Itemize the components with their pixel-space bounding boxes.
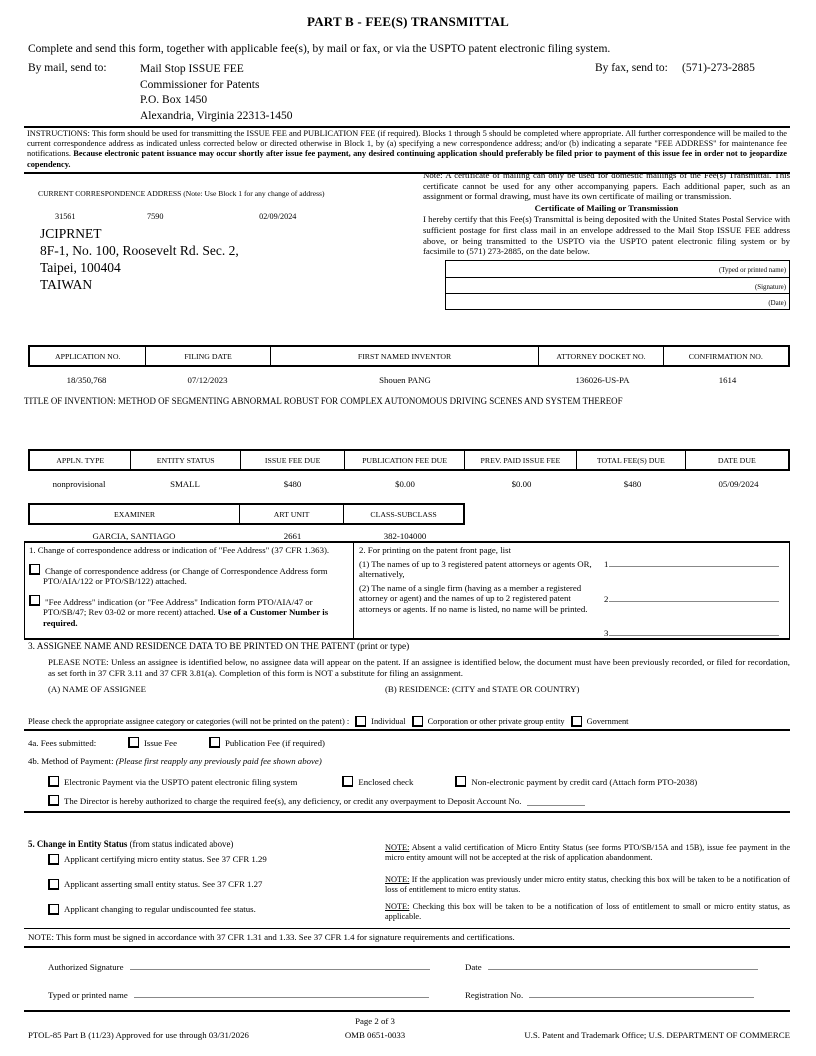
block5-heading [28, 839, 233, 849]
certificate-body: I hereby certify that this Fee(s) Transmittal is being deposited with the United States Postal Service with sufficient postage for first class mail in an envelope addressed to the Mail Stop ISSUE FEE address above, or being transmitted to the USPTO via the USPTO patent electronic filing system or by facsimile to (571) 273-2885, on the date below. [423, 214, 790, 257]
assignee-category-row [28, 716, 790, 727]
mail-address-line: P.O. Box 1450 [140, 94, 208, 106]
checkbox-issue-fee[interactable] [128, 737, 139, 748]
block2-text [359, 545, 604, 638]
application-table-header [28, 345, 790, 367]
block5-option-regular [48, 904, 348, 915]
date-row [465, 960, 758, 972]
footer-form-id: PTOL-85 Part B (11/23) Approved for use through 03/31/2026 [28, 1030, 249, 1040]
confirmation-number: 1614 [718, 375, 737, 385]
fee-table-header [28, 449, 790, 471]
line-number: 1 [604, 559, 609, 569]
block1-option-fee-address [29, 595, 347, 629]
col-header: DATE DUE [717, 456, 756, 465]
checkbox-individual-label: Individual [371, 717, 406, 726]
date-due: 05/09/2024 [718, 479, 759, 489]
block5-note-1 [385, 843, 790, 864]
block1-option-fee-address-label: "Fee Address" indication (or "Fee Address" Indication form PTO/AIA/47 or PTO/SB/47; Rev 03-02 or more recent) attached. [43, 596, 313, 617]
checkbox-small-entity-label: Applicant asserting small entity status. See 37 CFR 1.27 [64, 879, 263, 889]
date-field[interactable] [488, 960, 758, 970]
class-subclass: 382-104000 [383, 531, 427, 541]
entity-status: SMALL [170, 479, 200, 489]
page-indicator: Page 2 of 3 [355, 1016, 395, 1026]
checkbox-corporation[interactable] [412, 716, 423, 727]
total-fees-due: $480 [623, 479, 642, 489]
attorney-docket-number: 136026-US-PA [575, 375, 630, 385]
block4b-method-row [28, 756, 768, 766]
instructions-paragraph [24, 126, 790, 174]
attorney-name-2-field[interactable] [609, 592, 779, 602]
certificate-signature-boxes [445, 260, 790, 310]
assignee-category-government [571, 716, 629, 727]
correspondence-address-line: JCIPRNET [40, 226, 102, 241]
block3-heading: 3. ASSIGNEE NAME AND RESIDENCE DATA TO BE PRINTED ON THE PATENT (print or type) [28, 642, 410, 652]
block1-option-address-change-label: Change of correspondence address (or Change of Correspondence Address form PTO/AIA/122 or PTO/SB/122) attached. [43, 565, 328, 586]
registration-number-label: Registration No. [465, 990, 524, 1000]
checkbox-issue-fee-label: Issue Fee [144, 737, 177, 748]
correspondence-address-header: CURRENT CORRESPONDENCE ADDRESS (Note: Use Block 1 for any change of address) [38, 189, 325, 198]
authorized-signature-label: Authorized Signature [48, 962, 124, 972]
col-header: FIRST NAMED INVENTOR [271, 347, 540, 365]
mail-date: 02/09/2024 [259, 212, 297, 221]
form-title: PART B - FEE(S) TRANSMITTAL [307, 14, 509, 29]
block1-heading: 1. Change of correspondence address or indication of "Fee Address" (37 CFR 1.363). [29, 545, 330, 555]
block2-name-line-3 [604, 626, 786, 639]
block4a-fees-submitted-row [28, 737, 728, 748]
note-text: Checking this box will be taken to be a notification of loss of entitlement to small or micro entity status, as applicable. [385, 902, 790, 922]
typed-name-field[interactable] [134, 988, 429, 998]
checkbox-micro-entity[interactable] [48, 854, 59, 865]
note-label: NOTE: [385, 875, 410, 884]
application-table [28, 345, 790, 385]
block1-correspondence-change [25, 543, 354, 638]
examiner-table-values [28, 525, 465, 541]
block5-note-3 [385, 902, 790, 923]
registration-number-field[interactable] [529, 988, 754, 998]
block5-heading-bold: 5. Change in Entity Status [28, 839, 130, 849]
assignee-category-label: Please check the appropriate assignee category or categories (will not be printed on the patent) : [28, 717, 350, 726]
first-named-inventor: Shouen PANG [379, 375, 431, 385]
col-header: PREV. PAID ISSUE FEE [465, 451, 577, 469]
divider-rule [24, 811, 790, 813]
checkbox-publication-fee-label: Publication Fee (if required) [224, 737, 325, 748]
examiner-table-header [28, 503, 465, 525]
block5-option-small [48, 879, 348, 890]
typed-name-label: Typed or printed name [48, 990, 128, 1000]
mail-address-line: Alexandria, Virginia 22313-1450 [140, 109, 293, 122]
mail-address-block [140, 62, 293, 124]
checkbox-change-of-address[interactable] [29, 564, 40, 575]
payment-option-credit-card [455, 776, 697, 787]
certificate-column [423, 170, 790, 310]
col-header: CLASS-SUBCLASS [370, 510, 437, 519]
mail-address-line: Mail Stop ISSUE FEE [140, 63, 244, 75]
block4b-italic-note: (Please first reapply any previously paid fee shown above) [115, 756, 322, 766]
signature-requirement-note: NOTE: This form must be signed in accordance with 37 CFR 1.31 and 1.33. See 37 CFR 1.4 for signature requirements and certifications. [28, 932, 515, 942]
assignee-category-individual [355, 716, 405, 727]
certificate-date-field[interactable]: (Date) [446, 293, 789, 309]
fee-table-values [28, 471, 790, 489]
application-type: nonprovisional [52, 479, 106, 489]
note-label: NOTE: [385, 843, 410, 852]
checkbox-fee-address[interactable] [29, 595, 40, 606]
block2-front-page-printing [354, 543, 790, 638]
authorized-signature-field[interactable] [130, 960, 430, 970]
col-header: EXAMINER [30, 505, 240, 523]
examiner-name: GARCIA, SANTIAGO [92, 531, 176, 541]
application-table-values [28, 367, 790, 385]
mail-room-code: 7590 [147, 212, 164, 221]
line-number: 2 [604, 593, 609, 604]
filing-date: 07/12/2023 [187, 375, 228, 385]
divider-rule [24, 729, 790, 731]
publication-fee-due: $0.00 [395, 479, 415, 489]
col-header: ATTORNEY DOCKET NO. [539, 347, 663, 365]
checkbox-government[interactable] [571, 716, 582, 727]
block2-heading: 2. For printing on the patent front page, list [359, 545, 511, 555]
footer-omb-number: OMB 0651-0033 [344, 1030, 406, 1040]
checkbox-enclosed-check[interactable] [342, 776, 353, 787]
note-text: Absent a valid certification of Micro Entity Status (see forms PTO/SB/15A and 15B), issue fee payment in the micro entity amount will not be accepted at the risk of application abandonment. [385, 843, 790, 863]
divider-rule [24, 928, 790, 929]
block5-heading-normal: (from status indicated above) [129, 839, 234, 849]
block2-name-lines [604, 545, 786, 638]
col-header: FILING DATE [146, 347, 270, 365]
certificate-note: Note: A certificate of mailing can only be used for domestic mailings of the Fee(s) Transmittal. This certificate cannot be used for any other accompanying papers. Each additional paper, such as an assignment or formal drawing, must have its own certificate of mailing or transmission. [423, 170, 790, 202]
footer-agency: U.S. Patent and Trademark Office; U.S. DEPARTMENT OF COMMERCE [524, 1030, 790, 1040]
instructions-bold-text: Because electronic patent issuance may occur shortly after issue fee payment, any desired continuing application should preferably be filed prior to payment of this issue fee in order not to jeopardize copendency. [27, 149, 787, 169]
fee-option-publication [209, 737, 325, 748]
form-intro: Complete and send this form, together with applicable fee(s), by mail or fax, or via the USPTO patent electronic filing system. [28, 43, 611, 55]
block4b-label: 4b. Method of Payment: [28, 756, 116, 766]
certificate-typed-name-field[interactable]: (Typed or printed name) [718, 266, 786, 274]
checkbox-regular-status-label: Applicant changing to regular undiscounted fee status. [64, 904, 256, 914]
payment-options-row [48, 776, 790, 787]
registration-number-row [465, 988, 754, 1000]
checkbox-small-entity[interactable] [48, 879, 59, 890]
attorney-name-3-field[interactable] [609, 626, 779, 636]
col-header: PUBLICATION FEE DUE [345, 451, 464, 469]
fax-send-label: By fax, send to: [595, 62, 668, 74]
checkbox-regular-status[interactable] [48, 904, 59, 915]
checkbox-credit-card[interactable] [455, 776, 466, 787]
prev-paid-issue-fee: $0.00 [511, 479, 532, 489]
block2-item1: (1) The names of up to 3 registered patent attorneys or agents OR, alternatively, [359, 558, 592, 579]
checkbox-corporation-label: Corporation or other private group entity [427, 717, 565, 726]
col-header: ISSUE FEE DUE [241, 451, 345, 469]
line-number: 3 [604, 628, 609, 638]
payment-option-check [342, 776, 413, 787]
application-number: 18/350,768 [66, 375, 107, 385]
authorized-signature-row [48, 960, 430, 972]
col-header: APPLN. TYPE [30, 451, 131, 469]
assignee-name-column-label: (A) NAME OF ASSIGNEE [48, 684, 146, 694]
checkbox-electronic-payment-label: Electronic Payment via the USPTO patent electronic filing system [64, 776, 298, 787]
date-label: Date [465, 962, 482, 972]
checkbox-enclosed-check-label: Enclosed check [358, 776, 414, 787]
col-header: ENTITY STATUS [131, 451, 240, 469]
checkbox-publication-fee[interactable] [209, 737, 220, 748]
block2-item2: (2) The name of a single firm (having as a member a registered attorney or agent) and the names of up to 2 registered patent attorneys or agents. If no name is listed, no name will be printed. [359, 582, 588, 614]
assignee-residence-column-label: (B) RESIDENCE: (CITY and STATE OR COUNTRY) [385, 684, 580, 694]
correspondence-address-line: Taipei, 100404 [40, 260, 121, 275]
deposit-account-label: The Director is hereby authorized to charge the required fee(s), any deficiency, or credit any overpayment to Deposit Account No. [64, 795, 522, 806]
fee-table [28, 449, 790, 489]
col-header: ART UNIT [240, 505, 344, 523]
checkbox-electronic-payment[interactable] [48, 776, 59, 787]
checkbox-credit-card-label: Non-electronic payment by credit card (Attach form PTO-2038) [471, 776, 698, 787]
block1-option-fee-address-bold: Use of a Customer Number is required. [43, 607, 329, 628]
note-text: If the application was previously under micro entity status, checking this box will be taken to be a notification of loss of entitlement to micro entity status. [385, 875, 790, 895]
block5-note-2 [385, 875, 790, 896]
fax-number: (571)-273-2885 [682, 62, 755, 74]
checkbox-deposit-account[interactable] [48, 795, 59, 806]
certificate-heading: Certificate of Mailing or Transmission [534, 202, 679, 213]
deposit-account-number-field[interactable] [527, 796, 585, 806]
correspondence-address-block [40, 225, 239, 293]
typed-name-row [48, 988, 429, 1000]
col-header: CONFIRMATION NO. [688, 352, 763, 361]
correspondence-address-line: 8F-1, No. 100, Roosevelt Rd. Sec. 2, [40, 243, 239, 258]
mail-address-line: Commissioner for Patents [140, 78, 260, 91]
issue-fee-due: $480 [283, 479, 302, 489]
instructions-text: INSTRUCTIONS: This form should be used for transmitting the ISSUE FEE and PUBLICATION FEE (if required). Blocks 1 through 5 should be completed where appropriate. All further correspondence will be mailed to the current correspondence address as indicated unless corrected below or directed otherwise in Block 1, by (a) specifying a new correspondence address; and/or (b) indicating a separate "FEE ADDRESS" for maintenance fee notifications. [27, 129, 787, 159]
attorney-name-1-field[interactable] [609, 557, 779, 567]
block2-name-line-2 [604, 592, 786, 605]
divider-rule [24, 1010, 790, 1012]
mail-send-label: By mail, send to: [28, 62, 107, 74]
fee-option-issue [128, 737, 177, 748]
block3-please-note: PLEASE NOTE: Unless an assignee is identified below, no assignee data will appear on the patent. If an assignee is identified below, the document must have been previously recorded, or filed for recordation, as set forth in 37 CFR 3.11 and 37 CFR 3.81(a). Completion of this form is NOT a substitute for filing an assignment. [48, 657, 790, 678]
blocks-1-2-section [24, 541, 790, 640]
correspondence-address-line: TAIWAN [40, 277, 93, 292]
block2-name-line-1 [604, 557, 786, 570]
col-header: APPLICATION NO. [30, 347, 146, 365]
title-of-invention: TITLE OF INVENTION: METHOD OF SEGMENTING ABNORMAL ROBUST FOR COMPLEX AUTONOMOUS DRIVING SCENES AND SYSTEM THEREOF [24, 396, 623, 406]
checkbox-micro-entity-label: Applicant certifying micro entity status. See 37 CFR 1.29 [64, 854, 267, 864]
assignee-category-corporation [412, 716, 565, 727]
block5-option-micro [48, 854, 348, 865]
note-label: NOTE: [385, 902, 410, 911]
art-unit: 2661 [283, 531, 302, 541]
examiner-table [28, 503, 465, 541]
payment-option-electronic [48, 776, 297, 787]
block4a-label: 4a. Fees submitted: [28, 737, 97, 748]
divider-rule [24, 946, 790, 948]
checkbox-government-label: Government [586, 717, 629, 726]
correspondence-numbers-row [55, 212, 296, 221]
col-header: TOTAL FEE(S) DUE [577, 451, 685, 469]
certificate-signature-field[interactable]: (Signature) [446, 277, 789, 293]
checkbox-individual[interactable] [355, 716, 366, 727]
deposit-account-row [48, 795, 790, 806]
customer-number: 31561 [55, 212, 76, 221]
block1-option-address-change [29, 564, 347, 587]
